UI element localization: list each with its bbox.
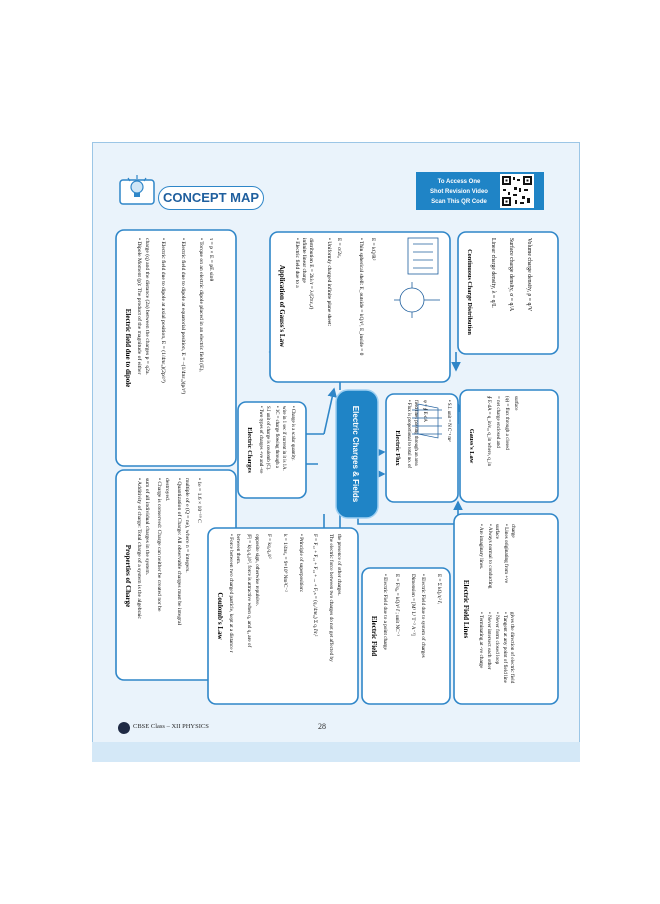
gauss-application-box [270, 232, 450, 382]
field-lines-col1-3: surface [494, 524, 500, 539]
coulomb-line-9: The electric force between two charges do not get affected by [328, 534, 334, 662]
gauss-app-line-1: • Electric field due to a [294, 238, 300, 288]
continuous-line-3: Volume charge density, ρ = q/V [526, 238, 532, 312]
coulomb-line-8: F = F₁₂ + F₁₃ + F₁₄ + ... + F₁ₙ = (q₁/4πε₀) Σ qᵢ r̂/rᵢ² [312, 534, 318, 637]
gauss-law-line-4: surface [513, 396, 518, 411]
continuous-title: Continuous Charge Distribution [466, 249, 473, 335]
qr-line-1: To Access One [437, 179, 481, 185]
gauss-app-title: Application of Gauss's Law [278, 264, 286, 348]
publisher-logo-icon [118, 722, 130, 734]
coulomb-line-10: the presence of other charges. [336, 534, 342, 596]
properties-line-6: multiple of e (Q = ne), where n = integers. [184, 478, 190, 573]
continuous-line-1: Linear charge density, λ = q/L [490, 238, 496, 308]
electric-flux-title: Electric Flux [394, 430, 401, 466]
properties-line-3: • Charge is conserved: Charge can neither be created nor be [156, 478, 162, 612]
gauss-law-box [460, 390, 558, 502]
electric-charges-line-4: wire in 1 sec if current in it is 1A. [281, 406, 286, 471]
field-lines-col2-2: • Never intersect each other [486, 612, 492, 670]
properties-line-1: • Additivity of charge: Total charge of a system is the algebraic [136, 478, 142, 619]
electric-charges-line-2: S.I unit of charge is coulomb (C). [265, 406, 270, 471]
electric-flux-line-3: φ = ∮ E·dA [422, 400, 427, 422]
electric-field-line-1: • Electric Field due to a point charge [382, 574, 388, 650]
gauss-app-line-4: • Uniformly charged infinite plane sheet: [326, 238, 332, 327]
dipole-line-3: • Electric field due to dipole at axial position, E = (1/4πε₀)(2p/r³) [160, 238, 166, 383]
field-lines-col1-2: • Always normal to conducting [487, 524, 493, 589]
electric-field-line-3: Dimension = [M¹ L¹ T⁻³ A⁻¹] [410, 574, 416, 636]
coulomb-line-6: k = 1/4πε₀ = 9×10⁹ Nm²C⁻² [282, 534, 288, 592]
electric-field-box [362, 568, 450, 704]
electric-field-line-2: E = F/q₀ = kQ/r² r̂ ; unit NC⁻¹ [394, 574, 400, 636]
coulomb-box [208, 528, 358, 704]
electric-flux-box [386, 394, 458, 502]
electric-charges-line-5: • Charge is a scalar quantity. [290, 406, 295, 461]
field-lines-col1-4: • Lines originating from +ve [503, 524, 509, 584]
dipole-line-2: charge (q) and the distance (2a) between the charges p = q2a. [144, 238, 150, 375]
continuous-charge-box [458, 232, 558, 354]
electric-field-title: Electric Field [370, 615, 378, 657]
field-lines-col1-5: charge [510, 524, 516, 538]
properties-line-5: • Quantization of Charge: All observable charges must be integral [176, 478, 182, 625]
properties-line-2: sum of all individual charges in the system. [144, 478, 150, 576]
gauss-app-line-7: E = kQ/R² [370, 238, 376, 261]
gauss-law-line-3: (φ) = flux through a closed [504, 396, 509, 450]
central-topic-node[interactable] [336, 390, 378, 518]
electric-flux-line-4: • S.I. unit = N C⁻¹ m² [446, 400, 451, 442]
dipole-box [116, 230, 236, 466]
field-lines-col2-3: • Never form closed loop [494, 612, 500, 665]
electric-field-line-5: E = Σ kQᵢ/rᵢ² r̂ᵢ [436, 574, 442, 604]
qr-line-2: Shot Revision Video [430, 189, 488, 195]
field-lines-box [454, 514, 558, 704]
coulomb-line-2: between them. [235, 534, 241, 565]
gauss-app-line-6: • Thin spherical shell: E_outside = kQ/r², E_inside = 0 [358, 238, 364, 356]
page-bottom-strip [92, 742, 580, 762]
electric-flux-line-1: • Flux is proportional to total no. of [406, 400, 411, 469]
qr-line-3: Scan This QR Code [431, 199, 487, 205]
field-lines-title: Electric Field Lines [462, 579, 470, 639]
gauss-app-line-5: E = σ/2ε₀ [336, 238, 342, 259]
dipole-line-4: • Electric field due to dipole at equatorial position, E = –(1/4πε₀)(p/r³) [180, 238, 186, 395]
concept-map [108, 224, 564, 714]
page-number: 28 [318, 722, 326, 731]
field-lines-col1-1: • Are imaginary lines. [478, 524, 484, 570]
properties-line-7: • 1e = 1.6 × 10⁻¹⁹ C [196, 478, 202, 523]
dipole-line-1: • Dipole Moment (p): The product of the magnitude of either [136, 238, 142, 375]
coulomb-line-7: • Principle of superposition: [298, 534, 304, 593]
gauss-law-line-2: = net charge enclosed and [495, 396, 500, 448]
properties-title: Properties of Charge [124, 544, 132, 608]
footer-book-title: CBSE Class – XII PHYSICS [133, 723, 209, 730]
properties-line-4: destroyed. [164, 478, 170, 502]
central-topic-label: Electric Charges & Fields [351, 405, 360, 503]
coulomb-title: Coulomb's Law [216, 592, 224, 640]
electric-charges-line-3: • 1C = charge flowing through a [274, 406, 279, 468]
dipole-line-5: • Torque on an electric dipole placed in an electric field (E), [198, 238, 204, 372]
electric-field-line-4: • Electric Field due to system of charges [420, 574, 426, 658]
dipole-title: Electric field due to dipole [124, 308, 132, 388]
electric-charges-box [238, 402, 306, 498]
lightbulb-icon [118, 172, 158, 208]
electric-flux-line-2: field lines passing through an area [413, 400, 418, 466]
gauss-app-line-3: distribution E = 2kλ/r = λ/(2πε₀r) [308, 238, 314, 310]
field-lines-col2-4: • Tangent at any point of field line [502, 612, 508, 683]
electric-charges-line-1: • Two types of charges +ve and -ve [258, 406, 263, 474]
field-lines-col2-1: • Terminating at -ve charge [478, 612, 484, 669]
gauss-law-line-1: ∮ E·dA = q_in/ε₀, q_in where, q_in [486, 396, 491, 467]
field-lines-col2-5: gives the direction of electric field [509, 612, 515, 684]
qr-callout-text [420, 177, 498, 207]
qr-code-icon[interactable] [500, 174, 534, 208]
coulomb-line-4: opposite sign, otherwise repulsive. [254, 534, 260, 606]
coulomb-line-3: |F| = k|q₁q₂|/r², force is attractive when q₁ and q₂ are of [246, 534, 252, 648]
gauss-law-title: Gauss's Law [468, 428, 475, 464]
dipole-line-6: τ = p × E = pE sinθ [208, 238, 214, 282]
continuous-line-2: Surface charge density, σ = q/A [508, 238, 514, 312]
concept-map-banner: CONCEPT MAP [158, 186, 264, 210]
electric-charges-title: Electric Charges [246, 427, 253, 473]
coulomb-line-5: F = kq₁q₂/r² [266, 534, 272, 559]
coulomb-line-1: • Force between two charged particle, kept at a distance r [228, 534, 234, 653]
gauss-app-line-2: infinite linear charge [301, 238, 307, 283]
